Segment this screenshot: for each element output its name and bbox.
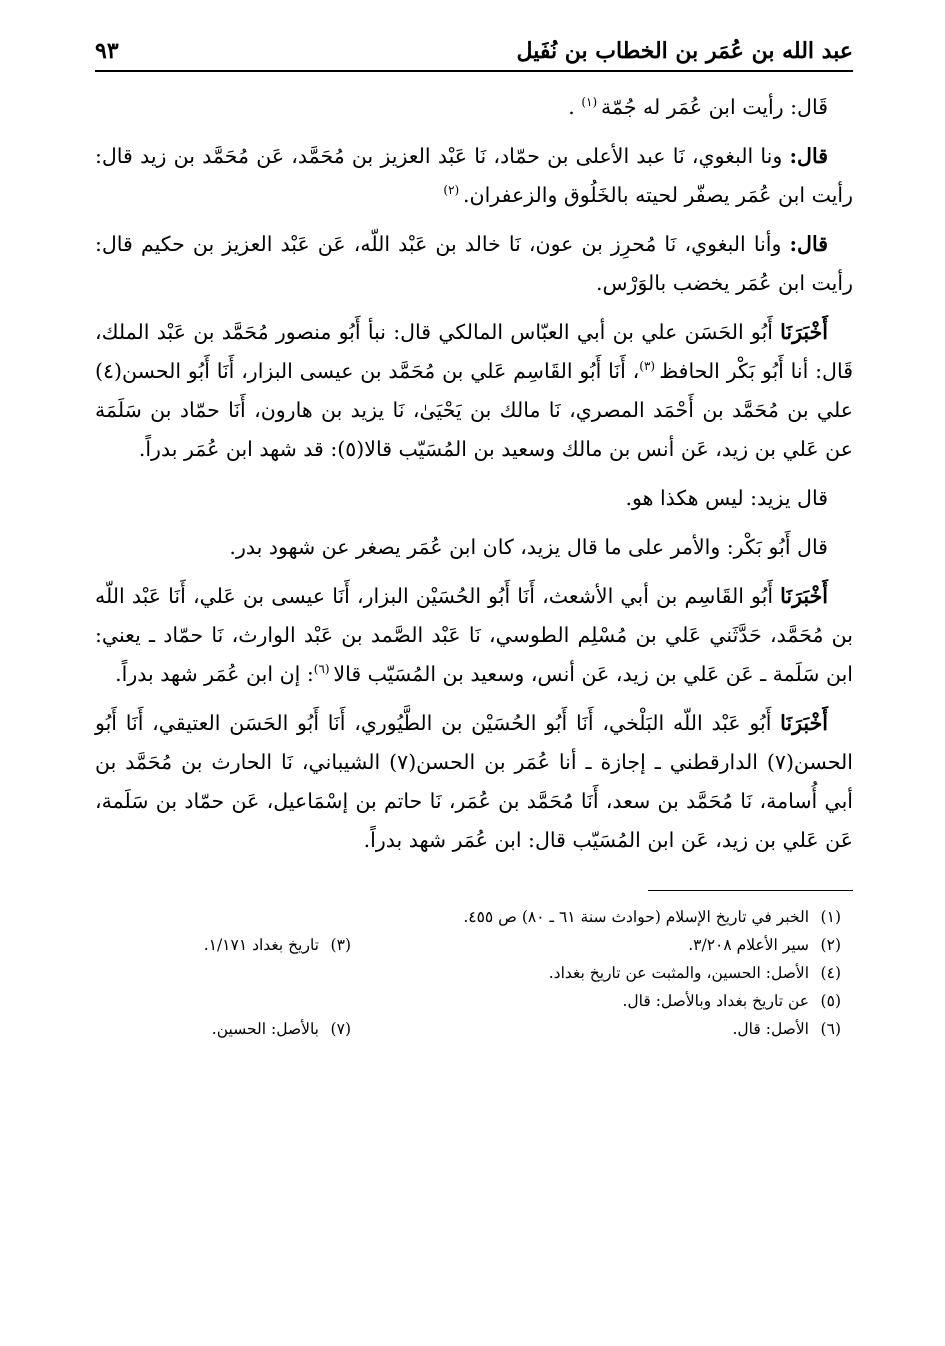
- paragraph-text: أَبُو القَاسِم بن أبي الأشعث، أَنَا أَبُو الحُسَيْن البزار، أَنَا عيسى بن عَلي، أَنَا عَبْد اللّه بن مُحَمَّد، حَدَّثَني عَلي بن مُسْلِم الطوسي، نَا عَبْد الصَّمد بن عَبْد الوارث، نَا حمّاد ـ يعني: ابن سَلَمة ـ عَن عَلي بن زيد، عَن أنس، وسعيد بن المُسَيّب قالا: [95, 584, 853, 686]
- footnote-text: عن تاريخ بغداد وبالأصل: قال.: [622, 992, 809, 1010]
- footnote-marker: (٢): [443, 183, 464, 198]
- footnote-text: الخبر في تاريخ الإسلام (حوادث سنة ٦١ ـ ٨٠) ص ٤٥٥.: [463, 908, 809, 926]
- footnote-row: [95, 959, 841, 987]
- footnote-row: [95, 1015, 841, 1043]
- footnote-number: (٤): [820, 964, 841, 982]
- paragraph-lead: أَخْبَرَنَا: [780, 320, 828, 344]
- footnote-marker: (٦): [313, 662, 334, 677]
- footnotes: [95, 903, 853, 1043]
- footnote: [212, 1015, 351, 1043]
- paragraph-text: قَال: رأيت ابن عُمَر له جُمّة: [600, 95, 828, 119]
- footnote-text: تاريخ بغداد ١/١٧١.: [203, 936, 319, 954]
- footnote: [549, 959, 841, 987]
- footnote-number: (٥): [820, 992, 841, 1010]
- footnote-number: (١): [820, 908, 841, 926]
- footnote-number: (٧): [330, 1020, 351, 1038]
- paragraph-text: أَبُو عَبْد اللّه البَلْخي، أَنَا أَبُو الحُسَيْن بن الطَّيُوري، أَنَا أَبُو الحَسَن العتيقي، أَنَا أَبُو الحسن(٧) الدارقطني ـ إجازة ـ أنا عُمَر بن الحسن(٧) الشيباني، نَا الحارث بن مُحَمَّد بن أبي أُسامة، نَا مُحَمَّد بن سعد، أَنَا مُحَمَّد بن عُمَر، نَا حاتم بن إسْمَاعيل، عَن حمّاد بن سَلَمة، عَن عَلي بن زيد، عَن ابن المُسَيّب قال: ابن عُمَر شهد بدراً.: [95, 711, 854, 852]
- paragraph-text: وأنا البغوي، نَا مُحرِز بن عون، نَا خالد بن عَبْد اللّه، عَن عَبْد العزيز بن حكيم قال: رأيت ابن عُمَر يخضب بالوَرْس.: [95, 232, 853, 295]
- paragraph-tail: : إن ابن عُمَر شهد بدراً.: [115, 662, 314, 686]
- running-title: عبد الله بن عُمَر بن الخطاب بن نُفَيل: [516, 38, 853, 64]
- paragraph-lead: أَخْبَرَنَا: [780, 711, 828, 735]
- paragraph-lead: قال:: [789, 232, 828, 256]
- page-number: ٩٣: [95, 38, 119, 64]
- paragraph: [95, 225, 853, 303]
- paragraph: [95, 577, 853, 694]
- paragraph-lead: قال:: [789, 144, 828, 168]
- footnote-number: (٢): [820, 936, 841, 954]
- footnote-marker: (٣): [639, 359, 660, 374]
- footnote-row: [95, 903, 841, 931]
- footnote: [463, 903, 841, 931]
- footnote: [622, 987, 841, 1015]
- footnote-text: الأصل: الحسين، والمثبت عن تاريخ بغداد.: [548, 964, 809, 982]
- footnote-text: الأصل: قال.: [732, 1020, 809, 1038]
- footnote-rule: [648, 890, 853, 891]
- running-header: [95, 38, 853, 70]
- paragraph: [95, 88, 853, 127]
- footnote: [204, 931, 351, 959]
- footnote-text: بالأصل: الحسين.: [211, 1020, 319, 1038]
- paragraph-tail: ، أَنَا أَبُو القَاسِم عَلي بن مُحَمَّد بن عيسى البزار، أَنَا أَبُو الحسن(٤) علي بن مُحَمَّد بن أَحْمَد المصري، نَا مالك بن يَحْيَىٰ، نَا يزيد بن هارون، أَنَا حمّاد بن سَلَمَة عن عَلي بن زيد، عَن أنس بن مالك وسعيد بن المُسَيّب قالا(٥): قد شهد ابن عُمَر بدراً.: [95, 359, 853, 461]
- footnote-marker: (١): [581, 95, 601, 110]
- footnote: [351, 1015, 841, 1043]
- paragraph-lead: أَخْبَرَنَا: [780, 584, 828, 608]
- footnote: [351, 931, 841, 959]
- main-text: [95, 88, 853, 860]
- paragraph-text: ونا البغوي، نَا عبد الأعلى بن حمّاد، نَا عَبْد العزيز بن مُحَمَّد، عَن مُحَمَّد بن زيد قال: رأيت ابن عُمَر يصفّر لحيته بالخَلُوق والزعفران.: [95, 144, 853, 207]
- footnote-text: سير الأعلام ٣/٢٠٨.: [688, 936, 809, 954]
- paragraph: [95, 479, 853, 518]
- footnote-row: [95, 931, 841, 959]
- footnote-number: (٦): [820, 1020, 841, 1038]
- header-rule: [95, 70, 853, 72]
- paragraph-text: قال أَبُو بَكْر: والأمر على ما قال يزيد، كان ابن عُمَر يصغر عن شهود بدر.: [229, 535, 828, 559]
- paragraph-tail: .: [568, 95, 582, 119]
- footnote-number: (٣): [330, 936, 351, 954]
- paragraph: [95, 313, 853, 469]
- paragraph: [95, 528, 853, 567]
- paragraph: [95, 137, 853, 215]
- paragraph-text: قال يزيد: ليس هكذا هو.: [625, 486, 828, 510]
- paragraph-text: أَبُو الحَسَن علي بن أبي العبّاس المالكي قال: نبأ أَبُو منصور مُحَمَّد بن عَبْد الملك، قَال: أنا أَبُو بَكْر الحافظ: [95, 320, 854, 383]
- footnote-row: [95, 987, 841, 1015]
- paragraph: [95, 704, 853, 860]
